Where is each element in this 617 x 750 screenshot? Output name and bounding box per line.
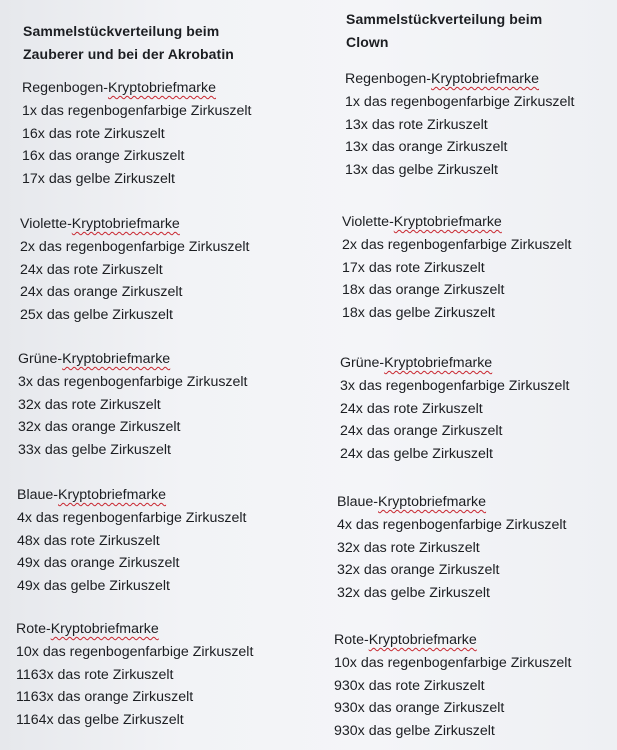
stamp-title: Blaue-Kryptobriefmarke <box>337 494 487 510</box>
item-line: 3x das regenbogenfarbige Zirkuszelt <box>18 373 248 390</box>
item-line: 49x das gelbe Zirkuszelt <box>17 578 170 595</box>
stamp-group-green <box>340 352 617 466</box>
item-line: 32x das gelbe Zirkuszelt <box>337 585 490 602</box>
stamp-title: Regenbogen-Kryptobriefmarke <box>22 80 217 96</box>
stamp-title: Blaue-Kryptobriefmarke <box>17 487 167 503</box>
item-line: 16x das rote Zirkuszelt <box>22 125 165 142</box>
stamp-group-blue <box>337 491 617 605</box>
item-line: 24x das gelbe Zirkuszelt <box>340 446 493 463</box>
heading-line: Zauberer und bei der Akrobatin <box>23 46 234 62</box>
item-line: 24x das rote Zirkuszelt <box>20 261 163 278</box>
heading-line: Clown <box>346 34 389 50</box>
item-line: 18x das gelbe Zirkuszelt <box>342 305 495 322</box>
item-line: 1164x das gelbe Zirkuszelt <box>16 712 184 729</box>
item-line: 930x das orange Zirkuszelt <box>334 700 505 717</box>
stamp-title: Rote-Kryptobriefmarke <box>16 621 159 637</box>
stamp-group-rainbow <box>345 68 617 182</box>
column-heading <box>346 8 542 54</box>
item-line: 24x das rote Zirkuszelt <box>340 400 483 417</box>
item-line: 33x das gelbe Zirkuszelt <box>18 442 171 459</box>
item-line: 49x das orange Zirkuszelt <box>17 555 180 572</box>
stamp-title: Violette-Kryptobriefmarke <box>20 216 180 232</box>
heading-line: Sammelstückverteilung beim <box>23 23 220 39</box>
heading-line: Sammelstückverteilung beim <box>346 11 543 27</box>
item-line: 48x das rote Zirkuszelt <box>17 532 160 549</box>
stamp-group-violet <box>20 213 320 327</box>
stamp-group-blue <box>17 484 317 598</box>
stamp-group-rainbow <box>22 77 322 191</box>
column-heading <box>23 20 234 66</box>
item-line: 930x das rote Zirkuszelt <box>334 677 485 694</box>
item-line: 10x das regenbogenfarbige Zirkuszelt <box>16 643 254 660</box>
item-line: 1163x das rote Zirkuszelt <box>16 666 174 683</box>
item-line: 17x das rote Zirkuszelt <box>342 259 485 276</box>
stamp-group-green <box>18 348 318 462</box>
stamp-group-red <box>334 629 617 743</box>
item-line: 32x das rote Zirkuszelt <box>337 539 480 556</box>
stamp-group-red <box>16 618 316 732</box>
item-line: 32x das orange Zirkuszelt <box>337 562 500 579</box>
item-line: 13x das gelbe Zirkuszelt <box>345 162 498 179</box>
item-line: 4x das regenbogenfarbige Zirkuszelt <box>337 516 567 533</box>
item-line: 13x das rote Zirkuszelt <box>345 116 488 133</box>
item-line: 1163x das orange Zirkuszelt <box>16 689 194 706</box>
item-line: 16x das orange Zirkuszelt <box>22 148 185 165</box>
stamp-title: Rote-Kryptobriefmarke <box>334 632 477 648</box>
item-line: 3x das regenbogenfarbige Zirkuszelt <box>340 377 570 394</box>
item-line: 1x das regenbogenfarbige Zirkuszelt <box>345 93 575 110</box>
item-line: 18x das orange Zirkuszelt <box>342 282 505 299</box>
item-line: 930x das gelbe Zirkuszelt <box>334 723 495 740</box>
item-line: 10x das regenbogenfarbige Zirkuszelt <box>334 654 572 671</box>
item-line: 24x das orange Zirkuszelt <box>340 423 503 440</box>
item-line: 32x das rote Zirkuszelt <box>18 396 161 413</box>
stamp-title: Regenbogen-Kryptobriefmarke <box>345 71 540 87</box>
item-line: 2x das regenbogenfarbige Zirkuszelt <box>342 236 572 253</box>
item-line: 24x das orange Zirkuszelt <box>20 284 183 301</box>
item-line: 32x das orange Zirkuszelt <box>18 419 181 436</box>
item-line: 13x das orange Zirkuszelt <box>345 139 508 156</box>
stamp-title: Grüne-Kryptobriefmarke <box>18 351 171 367</box>
item-line: 17x das gelbe Zirkuszelt <box>22 171 175 188</box>
stamp-title: Violette-Kryptobriefmarke <box>342 214 502 230</box>
stamp-title: Grüne-Kryptobriefmarke <box>340 355 493 371</box>
item-line: 2x das regenbogenfarbige Zirkuszelt <box>20 238 250 255</box>
item-line: 25x das gelbe Zirkuszelt <box>20 307 173 324</box>
stamp-group-violet <box>342 211 617 325</box>
item-line: 4x das regenbogenfarbige Zirkuszelt <box>17 509 247 526</box>
item-line: 1x das regenbogenfarbige Zirkuszelt <box>22 102 252 119</box>
